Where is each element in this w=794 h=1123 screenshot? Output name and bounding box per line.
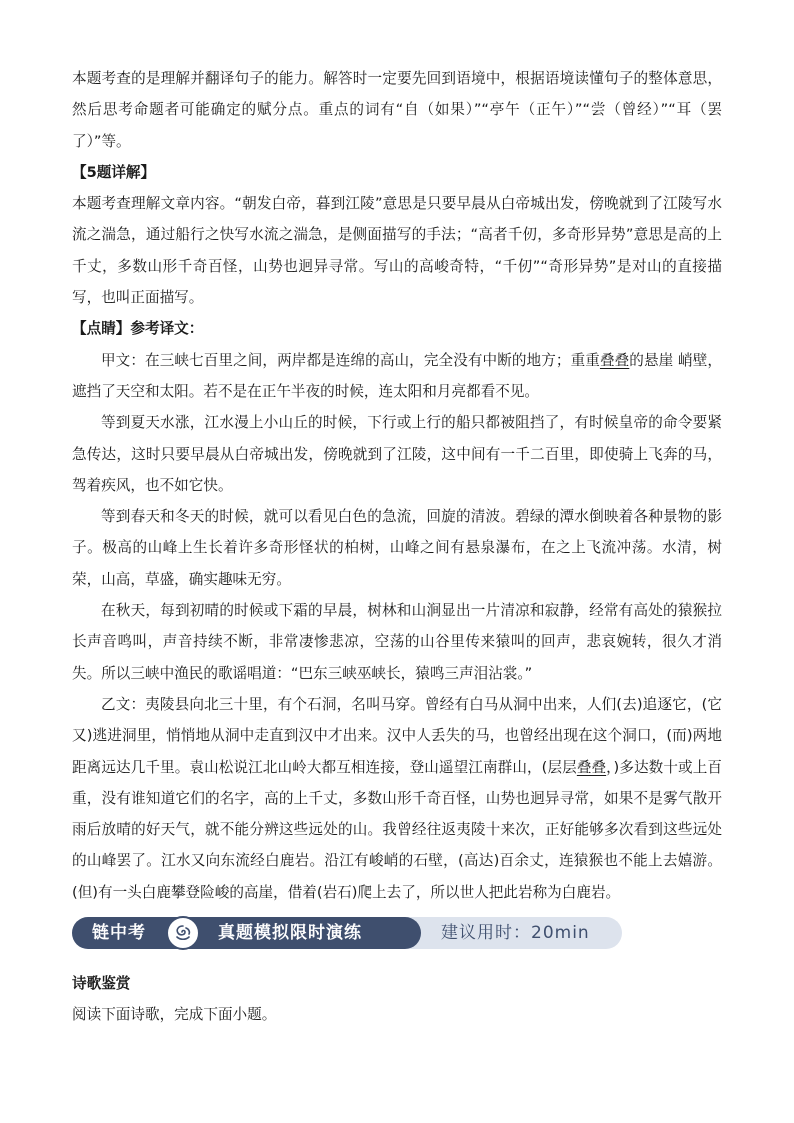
section-heading: 诗歌鉴赏 bbox=[72, 975, 131, 992]
translation-yi bbox=[72, 689, 722, 908]
banner-title: 真题模拟限时演练 bbox=[218, 923, 362, 943]
analysis-paragraph-1: 本题考查的是理解并翻译句子的能力。解答时一定要先回到语境中，根据语境读懂句子的整体意思，然后思考命题者可能确定的赋分点。重点的词有“自（如果）”“亭午（正午）”“尝（曾经）”“耳（罢了）”等。 bbox=[72, 70, 722, 150]
answer-analysis bbox=[72, 63, 722, 908]
question-5-heading: 【5题详解】 bbox=[72, 163, 156, 181]
yi-start: 乙文：夷陵县向北三十里，有个石洞，名叫马穿。曾经有白马从洞中出来，人们(去)追逐它，(它又)逃进洞里，悄悄地从洞中走直到汉中才出来。汉中人丢失的马，也曾经出现在这个洞口，(而)两地距离远达几千里。袁山松说江北山岭大都互相连接，登山遥望江南群山，(层层 bbox=[72, 695, 722, 776]
translation-jia-2: 等到夏天水涨，江水漫上小山丘的时候，下行或上行的船只都被阻挡了，有时候皇帝的命令要紧急传达，这时只要早晨从白帝城出发，傍晚就到了江陵，这中间有一千二百里，即使骑上飞奔的马，驾着疾风，也不如它快。 bbox=[72, 414, 722, 494]
poetry-section bbox=[72, 968, 722, 1030]
suggested-time: 建议用时：20min bbox=[441, 923, 590, 943]
translation-jia-3: 等到春天和冬天的时候，就可以看见白色的急流，回旋的清波。碧绿的潭水倒映着各种景物的影子。极高的山峰上生长着许多奇形怪状的柏树，山峰之间有悬泉瀑布，在之上飞流冲荡。水清，树荣，山高，草盛，确实趣味无穷。 bbox=[72, 508, 722, 588]
section-instruction: 阅读下面诗歌，完成下面小题。 bbox=[72, 1006, 277, 1023]
banner-dark-segment bbox=[72, 917, 421, 949]
yi-underlined: 叠叠 bbox=[576, 758, 607, 776]
yi-end: ，)多达数十或上百重，没有谁知道它们的名字，高的上千丈，多数山形千奇百怪，山势也迥异寻常，如果不是雾气散开雨后放晴的好天气，就不能分辨这些远处的山。我曾经往返夷陵十来次，正好能够多次看到这些远处的山峰罢了。江水又向东流经白鹿岩。沿江有峻峭的石壁，(高达)百余丈，连猿猴也不能上去嬉游。(但)有一头白鹿攀登险峻的高崖，借着(岩石)爬上去了，所以世人把此岩称为白鹿岩。 bbox=[72, 758, 722, 901]
question-5-analysis: 本题考查理解文章内容。“朝发白帝，暮到江陵”意思是只要早晨从白帝城出发，傍晚就到了江陵写水流之湍急，通过船行之快写水流之湍急，是侧面描写的手法；“高者千仞，多奇形异势”意思是高的上千丈，多数山形千奇百怪，山势也迥异寻常。写山的高峻奇特，“千仞”“奇形异势”是对山的直接描写，也叫正面描写。 bbox=[72, 195, 722, 307]
dianjing-heading: 【点睛】参考译文： bbox=[72, 320, 204, 338]
banner-tag: 链中考 bbox=[92, 923, 146, 943]
jia-1-start: 甲文：在三峡七百里之间，两岸都是连绵的高山，完全没有中断的地方；重重 bbox=[101, 351, 600, 369]
jia-1-underlined: 叠叠 bbox=[599, 351, 630, 369]
translation-jia-4: 在秋天，每到初晴的时候或下霜的早晨，树林和山涧显出一片清凉和寂静，经常有高处的猿猴拉长声音鸣叫，声音持续不断，非常凄惨悲凉，空荡的山谷里传来猿叫的回声，悲哀婉转，很久才消失。所以三峡中渔民的歌谣唱道：“巴东三峡巫峡长，猿鸣三声泪沾裳。” bbox=[72, 602, 722, 682]
section-banner bbox=[72, 917, 622, 949]
jia-1-end: 的悬崖 峭壁，遮挡了天空和太阳。若不是在正午半夜的时候，连太阳和月亮都看不见。 bbox=[72, 351, 722, 400]
translation-jia-1 bbox=[72, 345, 722, 408]
swirl-icon bbox=[166, 916, 200, 950]
